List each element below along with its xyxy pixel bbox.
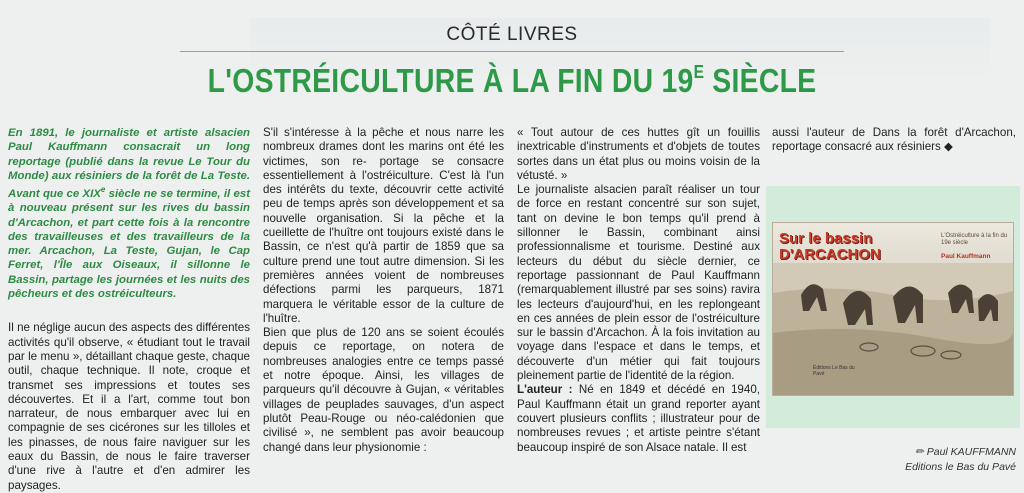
column-1 bbox=[8, 126, 250, 493]
column-2 bbox=[263, 126, 504, 455]
col3-author-paragraph bbox=[517, 383, 760, 454]
section-kicker: CÔTÉ LIVRES bbox=[446, 24, 578, 45]
headline-tail: SIÈCLE bbox=[704, 62, 817, 99]
col3-paragraph-2: Le journaliste alsacien paraît réaliser un tour de force en restant concentré sur son sujet, tant on devine le bon temps qu'il prend à sillonner le Bassin, combinant ainsi professionnalisme et tourisme. Destiné aux lecteurs du début du siècle dernier, ce reportage passionnant de Paul Kauffmann (remarquablement illustré par ses soins) ravira les lecteurs d'aujourd'hui, en les replongeant en ces années de plein essor de l'ostréiculture sur le bassin d'Arcachon. À la fois invitation au voyage dans l'espace et dans le temps, et découverte d'un métier qui fait toujours pleinement partie de l'identité de la région. bbox=[517, 183, 760, 383]
cover-title-line1: Sur le bassin bbox=[779, 230, 873, 247]
cover-subtitle: L'Ostréiculture à la fin du 19e siècle bbox=[941, 233, 1008, 246]
lead-superscript: e bbox=[100, 185, 106, 195]
caption-publisher: Editions le Bas du Pavé bbox=[905, 461, 1016, 473]
col1-body: Il ne néglige aucun des aspects des différentes activités qu'il observe, « étudiant tout le travail par le menu », détaillant chaque geste, chaque outil, chaque technique. Il note, croque et transmet ses impressions et toutes ses découvertes. Et il a l'art, comme tout bon narrateur, de nous embarquer avec lui en compagnie de ses cicérones sur les tilloles et les pinasses, de nous faire naviguer sur les eaux du Bassin, de nous le faire traverser d'une rive à l'autre et d'en admirer les paysages. bbox=[8, 321, 250, 492]
col4-paragraph: aussi l'auteur de Dans la forêt d'Arcachon, reportage consacré aux résiniers ◆ bbox=[772, 126, 1016, 154]
col2-paragraph-2: Bien que plus de 120 ans se soient écoulés depuis ce reportage, on notera de nombreuses analogies entre ce temps passé et notre époque. Ainsi, les villages de parqueurs qu'il découvre à Gujan, « véritables villages de peuplades sauvages, d'un aspect plutôt Peau-Rouge ou néo-calédonien que civilisé », ne semblent pas avoir beaucoup changé dans leur physionomie : bbox=[263, 326, 504, 454]
lead-text-1: En 1891, le journaliste et artiste alsacien Paul Kauffmann consacrait un long reportage (publié dans la revue Le Tour du Monde) aux résiniers de la forêt de La Teste. Avant que ce XIX bbox=[8, 127, 250, 200]
author-label: L'auteur : bbox=[517, 383, 573, 397]
column-4 bbox=[772, 126, 1016, 155]
headline-text: L'OSTRÉICULTURE À LA FIN DU 19 bbox=[207, 62, 694, 99]
caption-author: ✏ Paul KAUFFMANN bbox=[915, 446, 1016, 458]
col3-quote: « Tout autour de ces huttes gît un fouillis inextricable d'instruments et d'objets de toutes sortes dans un état plus ou moins voisin de la vétusté. » bbox=[517, 126, 760, 182]
col2-paragraph-1: S'il s'intéresse à la pêche et nous narre les nombreux drames dont les marins ont été les victimes, son re- portage se consacre essentiellement à l'ostréiculture. C'est là l'un des intérêts du texte, découvrir cette activité peu de temps après son développement et sa nouvelle organisation. Si la pêche et la cueillette de l'huître ont toujours existé dans le Bassin, ce n'est qu'à partir de 1859 que sa culture prend une tout autre dimension. Si les premières années voient de nombreuses défections parmi les parqueurs, 1871 marquera le véritable essor de la culture de l'huître. bbox=[263, 126, 504, 325]
author-bio: Né en 1849 et décédé en 1940, Paul Kauffmann était un grand reporter ayant couvert plusieurs conflits ; illustrateur pour de nombreuses revues ; et artiste peintre s'étant beaucoup inspiré de son Alsace natale. Il est bbox=[517, 383, 761, 454]
column-3 bbox=[517, 126, 760, 455]
cover-title-line2: D'ARCACHON bbox=[779, 246, 881, 263]
kicker-divider bbox=[180, 51, 844, 52]
cover-author: Paul Kauffmann bbox=[941, 253, 991, 260]
lead-text-2: siècle ne se termine, il est à nouveau présent sur les rives du bassin d'Arcachon, et part cette fois à la rencontre des travailleuses et des travailleurs de la mer. Arcachon, La Teste, Gujan, le Cap Ferret, l'Île aux Oiseaux, il sillonne le Bassin, partage les journées et les nuits des pêcheurs et des ostréiculteurs. bbox=[8, 187, 250, 301]
cover-title bbox=[779, 231, 881, 263]
book-cover bbox=[773, 223, 1013, 395]
cover-publisher: Éditions Le Bas du Pavé bbox=[813, 365, 855, 377]
article-headline bbox=[72, 62, 953, 100]
headline-superscript: E bbox=[693, 62, 705, 82]
lead-paragraph bbox=[8, 126, 250, 301]
